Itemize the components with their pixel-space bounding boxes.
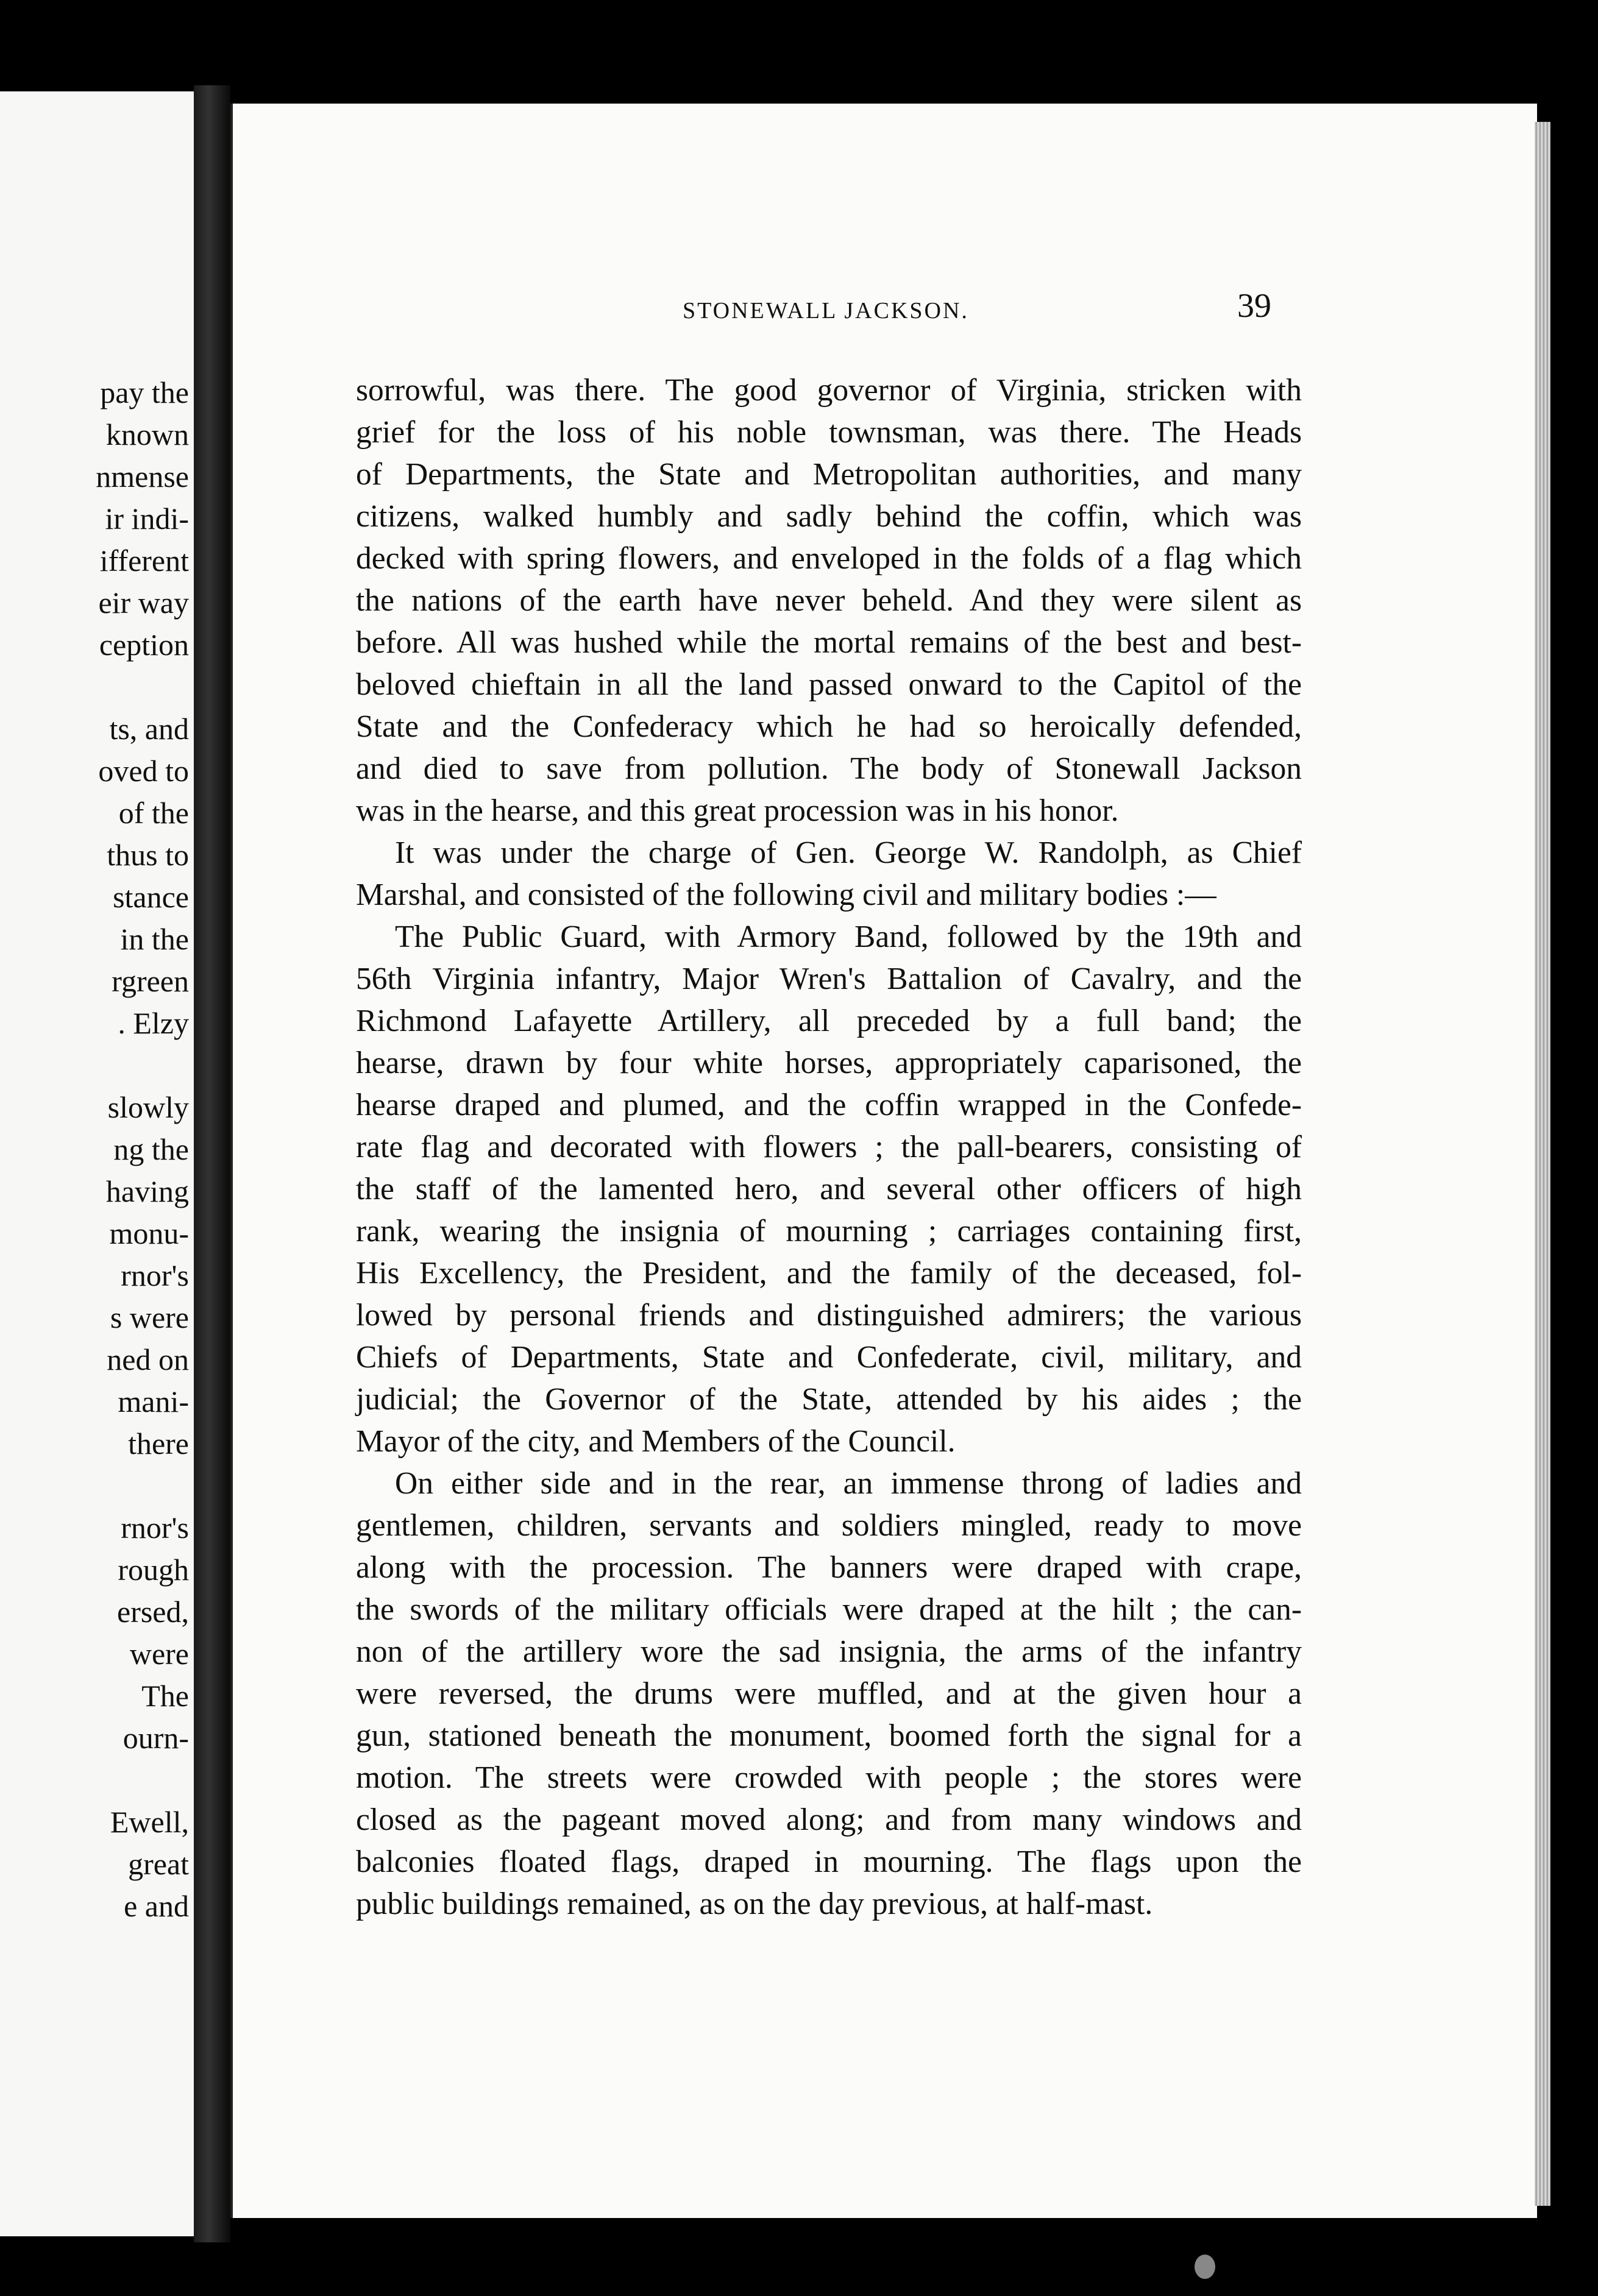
left-page-line: rgreen <box>112 964 189 998</box>
left-page-line: s were <box>110 1300 189 1334</box>
left-page-line: rnor's <box>121 1511 189 1545</box>
text-line: The Public Guard, with Armory Band, followed by the 19th and <box>395 919 1302 954</box>
left-page-line: e and <box>124 1889 189 1923</box>
text-line: On either side and in the rear, an immense throng of ladies and <box>395 1466 1302 1501</box>
left-page-line: great <box>128 1847 189 1881</box>
left-facing-page <box>0 91 194 2236</box>
text-line: was in the hearse, and this great procession was in his honor. <box>356 793 1119 828</box>
left-page-text-block-1 <box>6 372 189 1927</box>
text-line: gentlemen, children, servants and soldiers mingled, ready to move <box>356 1508 1302 1543</box>
left-page-line: The <box>141 1679 189 1713</box>
left-page-line: in the <box>120 922 189 956</box>
book-gutter <box>194 85 230 2242</box>
left-page-line: ersed, <box>117 1595 189 1629</box>
text-line: grief for the loss of his noble townsman, was there. The Heads <box>356 415 1302 450</box>
left-page-line: pay the <box>100 375 189 409</box>
left-page-line: ts, and <box>109 712 189 746</box>
page-number: 39 <box>1237 287 1271 325</box>
left-page-line: eir way <box>98 586 189 620</box>
text-line: judicial; the Governor of the State, attended by his aides ; the <box>356 1382 1302 1417</box>
text-line: It was under the charge of Gen. George W. Randolph, as Chief <box>395 835 1302 870</box>
text-line: Richmond Lafayette Artillery, all preceded by a full band; the <box>356 1004 1302 1038</box>
ink-blot <box>1195 2255 1215 2279</box>
text-line: citizens, walked humbly and sadly behind the coffin, which was <box>356 499 1302 534</box>
left-page-line: there <box>128 1426 189 1461</box>
text-line: the nations of the earth have never beheld. And they were silent as <box>356 583 1302 618</box>
body-text <box>356 369 1302 1925</box>
text-line: non of the artillery wore the sad insignia, the arms of the infantry <box>356 1634 1302 1669</box>
left-page-line: of the <box>118 796 189 830</box>
left-page-line: . Elzy <box>118 1006 189 1040</box>
text-line: decked with spring flowers, and enveloped in the folds of a flag which <box>356 541 1302 576</box>
left-page-line: oved to <box>98 754 189 788</box>
left-page-line: rough <box>118 1553 189 1587</box>
text-line: of Departments, the State and Metropolitan authorities, and many <box>356 457 1302 492</box>
text-line: Marshal, and consisted of the following civil and military bodies :— <box>356 877 1216 912</box>
left-page-line: ir indi- <box>105 501 189 536</box>
text-line: hearse draped and plumed, and the coffin wrapped in the Confede- <box>356 1088 1302 1122</box>
left-page-line: mani- <box>118 1384 189 1419</box>
text-line: motion. The streets were crowded with people ; the stores were <box>356 1760 1302 1795</box>
text-line: before. All was hushed while the mortal remains of the best and best- <box>356 625 1302 660</box>
text-line: hearse, drawn by four white horses, appropriately caparisoned, the <box>356 1046 1302 1080</box>
left-page-line: ned on <box>107 1342 189 1377</box>
left-page-line: Ewell, <box>110 1805 189 1839</box>
text-line: His Excellency, the President, and the family of the deceased, fol- <box>356 1256 1302 1291</box>
text-line: closed as the pageant moved along; and from many windows and <box>356 1802 1302 1837</box>
left-page-line: having <box>105 1174 189 1208</box>
text-line: beloved chieftain in all the land passed onward to the Capitol of the <box>356 667 1302 702</box>
text-line: along with the procession. The banners were draped with crape, <box>356 1550 1302 1585</box>
left-page-line: rnor's <box>121 1258 189 1292</box>
left-page-line: ifferent <box>99 544 189 578</box>
text-line: sorrowful, was there. The good governor of Virginia, stricken with <box>356 373 1302 408</box>
left-page-line: slowly <box>107 1090 189 1124</box>
left-page-line: known <box>105 417 189 452</box>
left-page-line: thus to <box>107 838 189 872</box>
text-line: balconies floated flags, draped in mourning. The flags upon the <box>356 1844 1302 1879</box>
text-line: and died to save from pollution. The body of Stonewall Jackson <box>356 751 1302 786</box>
text-line: gun, stationed beneath the monument, boomed forth the signal for a <box>356 1718 1302 1753</box>
text-line: rate flag and decorated with flowers ; the pall-bearers, consisting of <box>356 1130 1302 1164</box>
text-line: public buildings remained, as on the day previous, at half-mast. <box>356 1887 1153 1921</box>
text-line: lowed by personal friends and distinguished admirers; the various <box>356 1298 1302 1333</box>
text-line: Mayor of the city, and Members of the Council. <box>356 1424 956 1459</box>
left-page-line: monu- <box>109 1216 189 1250</box>
left-page-line: ception <box>99 628 189 662</box>
text-line: the swords of the military officials were draped at the hilt ; the can- <box>356 1592 1302 1627</box>
text-line: State and the Confederacy which he had so heroically defended, <box>356 709 1302 744</box>
page-edges <box>1535 122 1550 2206</box>
left-page-line: nmense <box>96 459 189 494</box>
text-line: the staff of the lamented hero, and several other officers of high <box>356 1172 1302 1206</box>
running-head: STONEWALL JACKSON. <box>683 298 969 324</box>
left-page-line: ourn- <box>123 1721 189 1755</box>
left-page-line: stance <box>113 880 189 914</box>
text-line: were reversed, the drums were muffled, and at the given hour a <box>356 1676 1302 1711</box>
text-line: Chiefs of Departments, State and Confederate, civil, military, and <box>356 1340 1302 1375</box>
left-page-line: ng the <box>113 1132 189 1166</box>
text-line: rank, wearing the insignia of mourning ; carriages containing first, <box>356 1214 1302 1249</box>
left-page-line: were <box>129 1637 189 1671</box>
text-line: 56th Virginia infantry, Major Wren's Battalion of Cavalry, and the <box>356 962 1302 996</box>
